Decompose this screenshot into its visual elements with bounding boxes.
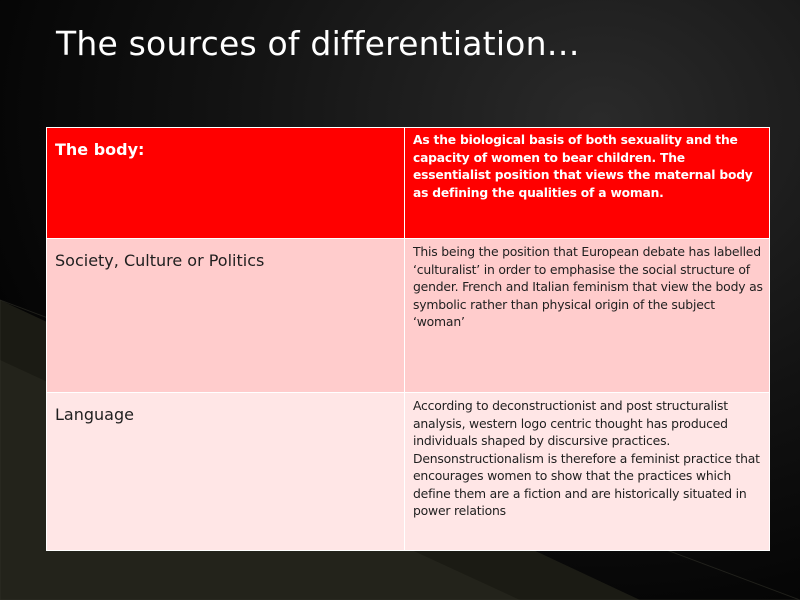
description-cell: According to deconstructionist and post structuralist analysis, western logo centric thought has produced individuals shaped by discursive practices. Densonstructionalism is therefore a feminist practice that encourages women to show that the practices which define them are a fiction and are historically situated in power relations: [405, 393, 770, 551]
table-row: [47, 128, 770, 239]
term-cell: The body:: [47, 128, 405, 239]
differentiation-table: [46, 127, 770, 551]
term-cell: Language: [47, 393, 405, 551]
slide-title: The sources of differentiation…: [56, 24, 580, 63]
description-cell: As the biological basis of both sexuality and the capacity of women to bear children. The essentialist position that views the maternal body as defining the qualities of a woman.: [405, 128, 770, 239]
term-cell: Society, Culture or Politics: [47, 239, 405, 393]
table-row: [47, 239, 770, 393]
description-cell: This being the position that European debate has labelled ‘culturalist’ in order to emphasise the social structure of gender. French and Italian feminism that view the body as symbolic rather than physical origin of the subject ‘woman’: [405, 239, 770, 393]
table-row: [47, 393, 770, 551]
